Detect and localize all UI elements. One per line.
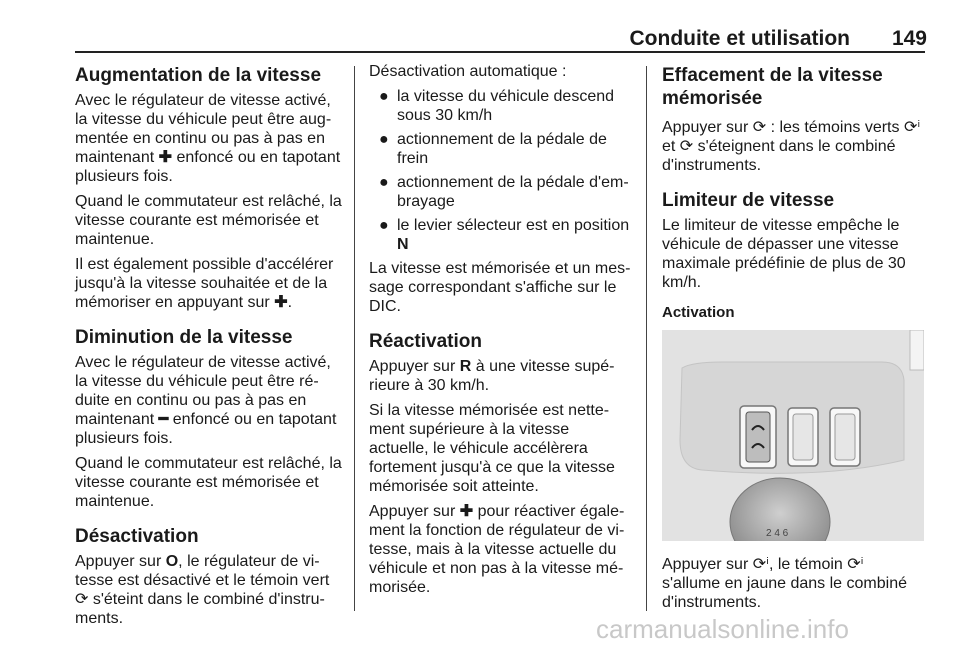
bullet-icon: ● — [379, 131, 389, 148]
list-item: ● le levier sélecteur est en position N — [379, 217, 630, 253]
speed-limiter-icon: ⟳ⁱ — [752, 556, 769, 573]
list-item: ● actionnement de la pédale de frein — [379, 131, 607, 167]
paragraph-reactivation: Appuyer sur R à une vitesse supérieure à 30 km/h. — [369, 358, 615, 394]
switch-panel-photo — [662, 330, 924, 541]
paragraph-diminution: Avec le régulateur de vitesse activé, la vitesse du véhicule peut être réduite en continu ou pas à pas en maintenant ━ enfoncé ou en tapotant plusieurs fois. — [75, 354, 337, 447]
header-rule — [75, 51, 925, 53]
heading-activation: Activation — [662, 304, 735, 321]
neutral-position-label: N — [397, 236, 409, 253]
paragraph-effacement: Appuyer sur ⟳ : les témoins verts ⟳ⁱ et ⟳ s'éteignent dans le combiné d'instruments. — [662, 119, 921, 174]
heading-desactivation: Désactivation — [75, 526, 199, 547]
page-number: 149 — [891, 27, 927, 50]
cruise-control-icon: ⟳ — [752, 119, 767, 136]
minus-icon: ━ — [158, 411, 169, 428]
cruise-control-icon: ⟳ — [679, 138, 694, 155]
switch-panel-illustration — [662, 330, 924, 541]
auto-deactivation-intro: Désactivation automatique : — [369, 63, 567, 80]
column-1 — [75, 62, 343, 634]
heading-diminution: Diminution de la vitesse — [75, 327, 293, 348]
paragraph-acceleration-note: Si la vitesse mémorisée est nettement supérieure à la vitesse actuelle, le véhicule accélèrera fortement jusqu'à ce que la vitesse mémorisée soit atteinte. — [369, 402, 615, 495]
column-2 — [369, 62, 633, 603]
paragraph-desactivation: Appuyer sur O, le régulateur de vitesse est désactivé et le témoin vert ⟳ s'éteint dans le combiné d'instruments. — [75, 553, 330, 627]
paragraph-limiteur: Le limiteur de vitesse empêche le véhicule de dépasser une vitesse maximale prédéfinie de plus de 30 km/h. — [662, 217, 906, 291]
column-3 — [662, 62, 926, 618]
off-button-icon: O — [165, 553, 179, 570]
page-header-title: Conduite et utilisation — [629, 27, 850, 50]
speed-limiter-icon: ⟳ⁱ — [847, 556, 864, 573]
plus-icon: ✚ — [459, 503, 474, 520]
paragraph-memorisation-1: Quand le commutateur est relâché, la vitesse courante est mémorisée et maintenue. — [75, 193, 342, 248]
bullet-icon: ● — [379, 88, 389, 105]
speed-limiter-icon: ⟳ⁱ — [903, 119, 921, 136]
auto-deactivation-list — [369, 87, 633, 254]
bullet-icon: ● — [379, 174, 389, 191]
heading-reactivation: Réactivation — [369, 331, 482, 352]
paragraph-dic-message: La vitesse est mémorisée et un message correspondant s'affiche sur le DIC. — [369, 260, 631, 315]
list-item: ● la vitesse du véhicule descend sous 30 km/h — [379, 88, 615, 124]
heading-augmentation: Augmentation de la vitesse — [75, 65, 322, 86]
speed-limiter-switch — [740, 406, 776, 468]
resume-button-icon: R — [459, 358, 472, 375]
paragraph-plus-reactivation: Appuyer sur ✚ pour réactiver également la fonction de régulateur de vitesse, mais à la vitesse actuelle du véhicule et non pas à la vitesse mémorisée. — [369, 503, 625, 596]
heading-effacement: Effacement de la vitesse mémorisée — [662, 65, 883, 109]
column-divider-1 — [354, 66, 355, 611]
watermark-text: carmanualsonline.info — [596, 614, 849, 644]
plus-icon: ✚ — [274, 294, 288, 311]
bullet-icon: ● — [379, 217, 389, 234]
paragraph-acceleration: Il est également possible d'accélérer jusqu'à la vitesse souhaitée et de la mémoriser en appuyant sur ✚. — [75, 256, 334, 311]
paragraph-augmentation: Avec le régulateur de vitesse activé, la vitesse du véhicule peut être augmentée en continu ou pas à pas en maintenant ✚ enfoncé ou en tapotant plusieurs fois. — [75, 92, 341, 185]
column-divider-2 — [646, 66, 647, 611]
cruise-control-icon: ⟳ — [75, 591, 89, 608]
list-item: ● actionnement de la pédale d'embrayage — [379, 174, 629, 210]
paragraph-activation: Appuyer sur ⟳ⁱ, le témoin ⟳ⁱ s'allume en jaune dans le combiné d'instruments. — [662, 556, 907, 611]
heading-limiteur: Limiteur de vitesse — [662, 190, 835, 211]
gear-labels: 2 4 6 — [766, 528, 789, 539]
plus-icon: ✚ — [158, 149, 173, 166]
paragraph-memorisation-2: Quand le commutateur est relâché, la vitesse courante est mémorisée et maintenue. — [75, 455, 342, 510]
